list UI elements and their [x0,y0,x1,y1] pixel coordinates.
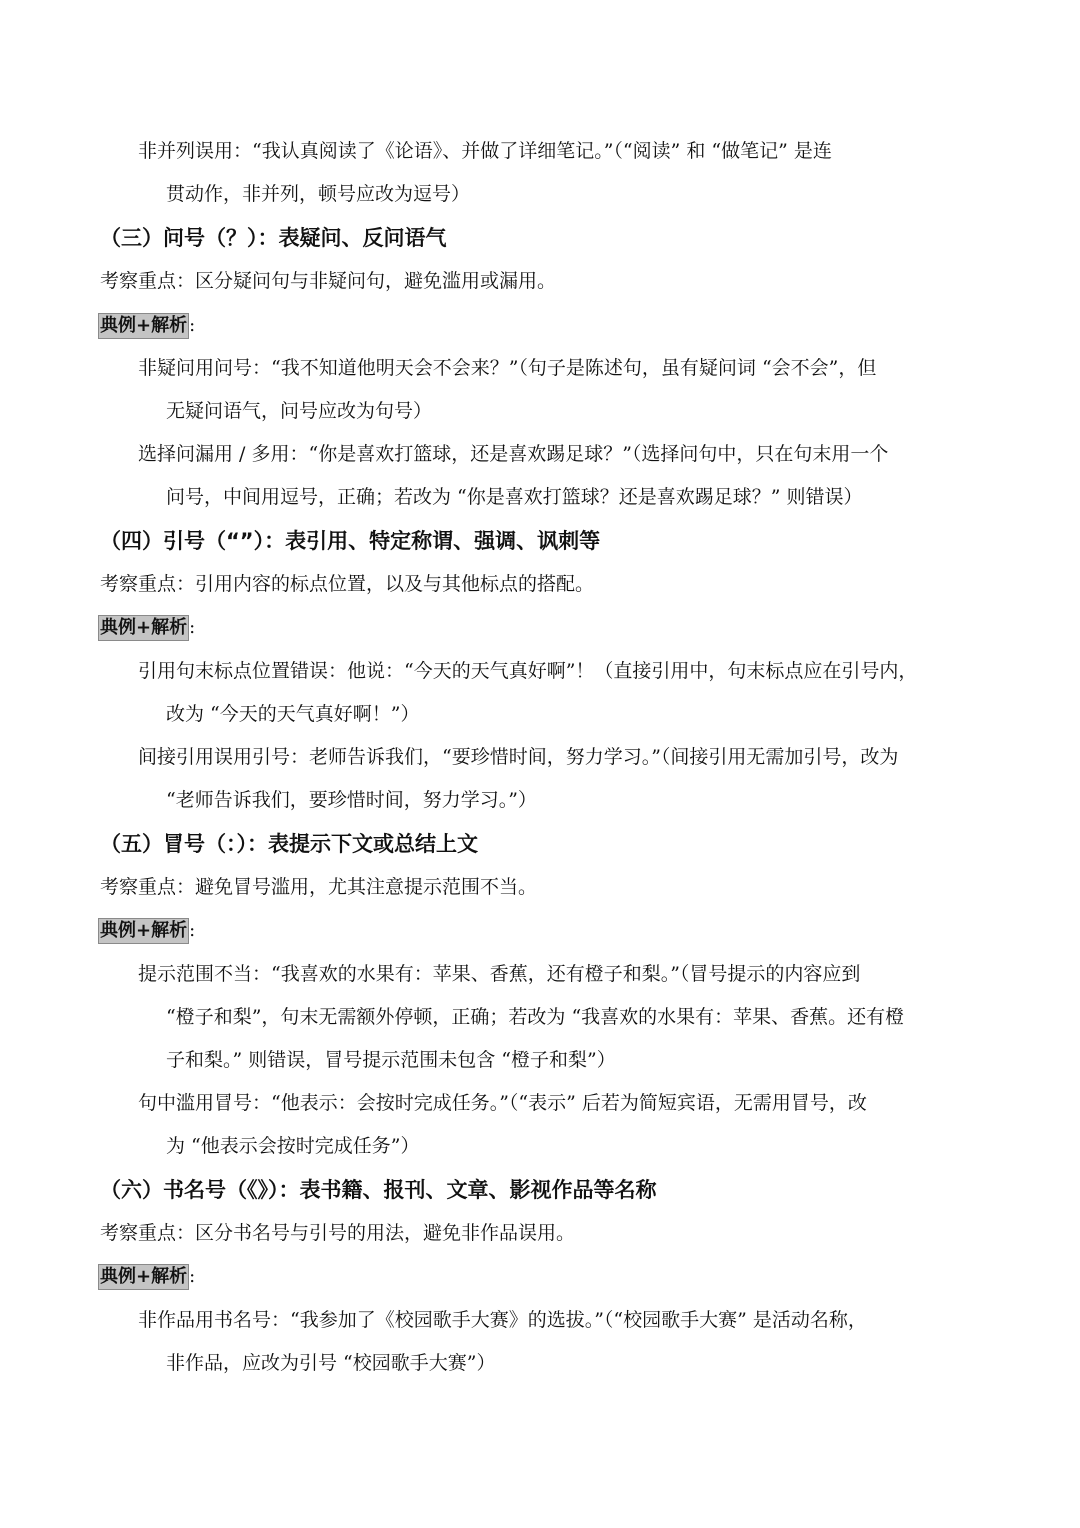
tag-colon: : [189,315,196,336]
example-analysis-tag: 典例+解析 [98,313,189,339]
example-line: 非作品用书名号：“我参加了《校园歌手大赛》的选拔。”（“校园歌手大赛” 是活动名称， [138,1309,867,1331]
tag-colon: : [189,1266,196,1287]
example-line-continued: 非作品，应改为引号 “校园歌手大赛”） [166,1352,496,1374]
focus-line: 考察重点：区分疑问句与非疑问句，避免滥用或漏用。 [100,270,557,292]
example-tag-row [98,917,195,944]
section-heading-question-mark: （三）问号（？）：表疑问、反问语气 [100,226,447,250]
example-line: 选择问漏用 / 多用：“你是喜欢打篮球，还是喜欢踢足球？”（选择问句中，只在句末用一个 [138,443,889,465]
example-line-continued: 无疑问语气，问号应改为句号） [166,400,433,422]
section-heading-title-marks: （六）书名号（《》）：表书籍、报刊、文章、影视作品等名称 [100,1178,657,1202]
example-analysis-tag: 典例+解析 [98,615,189,641]
example-line: 间接引用误用引号：老师告诉我们，“要珍惜时间，努力学习。”（间接引用无需加引号，改为 [138,746,899,768]
example-analysis-tag: 典例+解析 [98,918,189,944]
tag-colon: : [189,920,196,941]
example-tag-row [98,1263,195,1290]
example-tag-row [98,312,195,339]
section-heading-quotation-marks: （四）引号（“”）：表引用、特定称谓、强调、讽刺等 [100,529,601,553]
focus-line: 考察重点：引用内容的标点位置，以及与其他标点的搭配。 [100,573,595,595]
example-line: 非并列误用：“我认真阅读了《论语》、并做了详细笔记。”（“阅读” 和 “做笔记” 是连 [138,140,832,162]
section-heading-colon: （五）冒号（：）：表提示下文或总结上文 [100,832,478,856]
example-line: 引用句末标点位置错误：他说：“今天的天气真好啊”！（直接引用中，句末标点应在引号内， [138,660,918,682]
example-line-continued: 改为 “今天的天气真好啊！”） [166,703,420,725]
example-tag-row [98,614,195,641]
example-line-continued: “橙子和梨”，句末无需额外停顿，正确；若改为 “我喜欢的水果有：苹果、香蕉。还有橙 [166,1006,905,1028]
example-line-continued: 为 “他表示会按时完成任务”） [166,1135,420,1157]
example-line: 提示范围不当：“我喜欢的水果有：苹果、香蕉，还有橙子和梨。”（冒号提示的内容应到 [138,963,861,985]
example-line-continued: 子和梨。” 则错误，冒号提示范围未包含 “橙子和梨”） [166,1049,616,1071]
focus-line: 考察重点：避免冒号滥用，尤其注意提示范围不当。 [100,876,538,898]
focus-line: 考察重点：区分书名号与引号的用法，避免非作品误用。 [100,1222,576,1244]
example-analysis-tag: 典例+解析 [98,1264,189,1290]
example-line: 句中滥用冒号：“他表示：会按时完成任务。”（“表示” 后若为简短宾语，无需用冒号，改 [138,1092,867,1114]
example-line: 非疑问用问号：“我不知道他明天会不会来？”（句子是陈述句，虽有疑问词 “会不会”，但 [138,357,877,379]
example-line-continued: 问号，中间用逗号，正确；若改为 “你是喜欢打篮球？还是喜欢踢足球？” 则错误） [166,486,863,508]
example-line-continued: “老师告诉我们，要珍惜时间，努力学习。”） [166,789,537,811]
tag-colon: : [189,617,196,638]
example-line-continued: 贯动作，非并列，顿号应改为逗号） [166,183,471,205]
